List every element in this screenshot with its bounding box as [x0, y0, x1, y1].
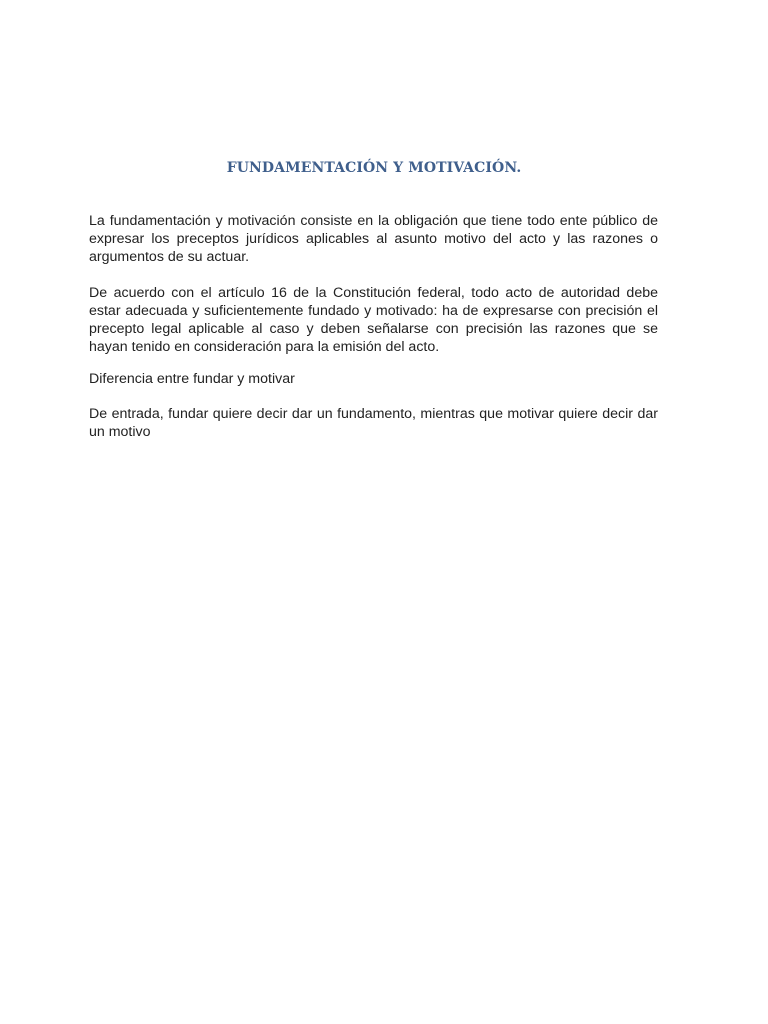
paragraph-fundar-motivar: De entrada, fundar quiere decir dar un fundamento, mientras que motivar quiere decir dar un motivo: [89, 406, 658, 440]
paragraph-article-16: De acuerdo con el artículo 16 de la Constitución federal, todo acto de autoridad debe estar adecuada y suficientemente fundado y motivado: ha de expresarse con precisión el precepto legal aplicable al caso y deben señalarse con precisión las razones que se hayan tenido en consideración para la emisión del acto.: [89, 285, 658, 355]
section-heading-difference: Diferencia entre fundar y motivar: [89, 371, 295, 387]
paragraph-definition: La fundamentación y motivación consiste en la obligación que tiene todo ente público de expresar los preceptos jurídicos aplicables al asunto motivo del acto y las razones o argumentos de su actuar.: [89, 213, 658, 265]
page-title: FUNDAMENTACIÓN Y MOTIVACIÓN.: [226, 160, 522, 176]
